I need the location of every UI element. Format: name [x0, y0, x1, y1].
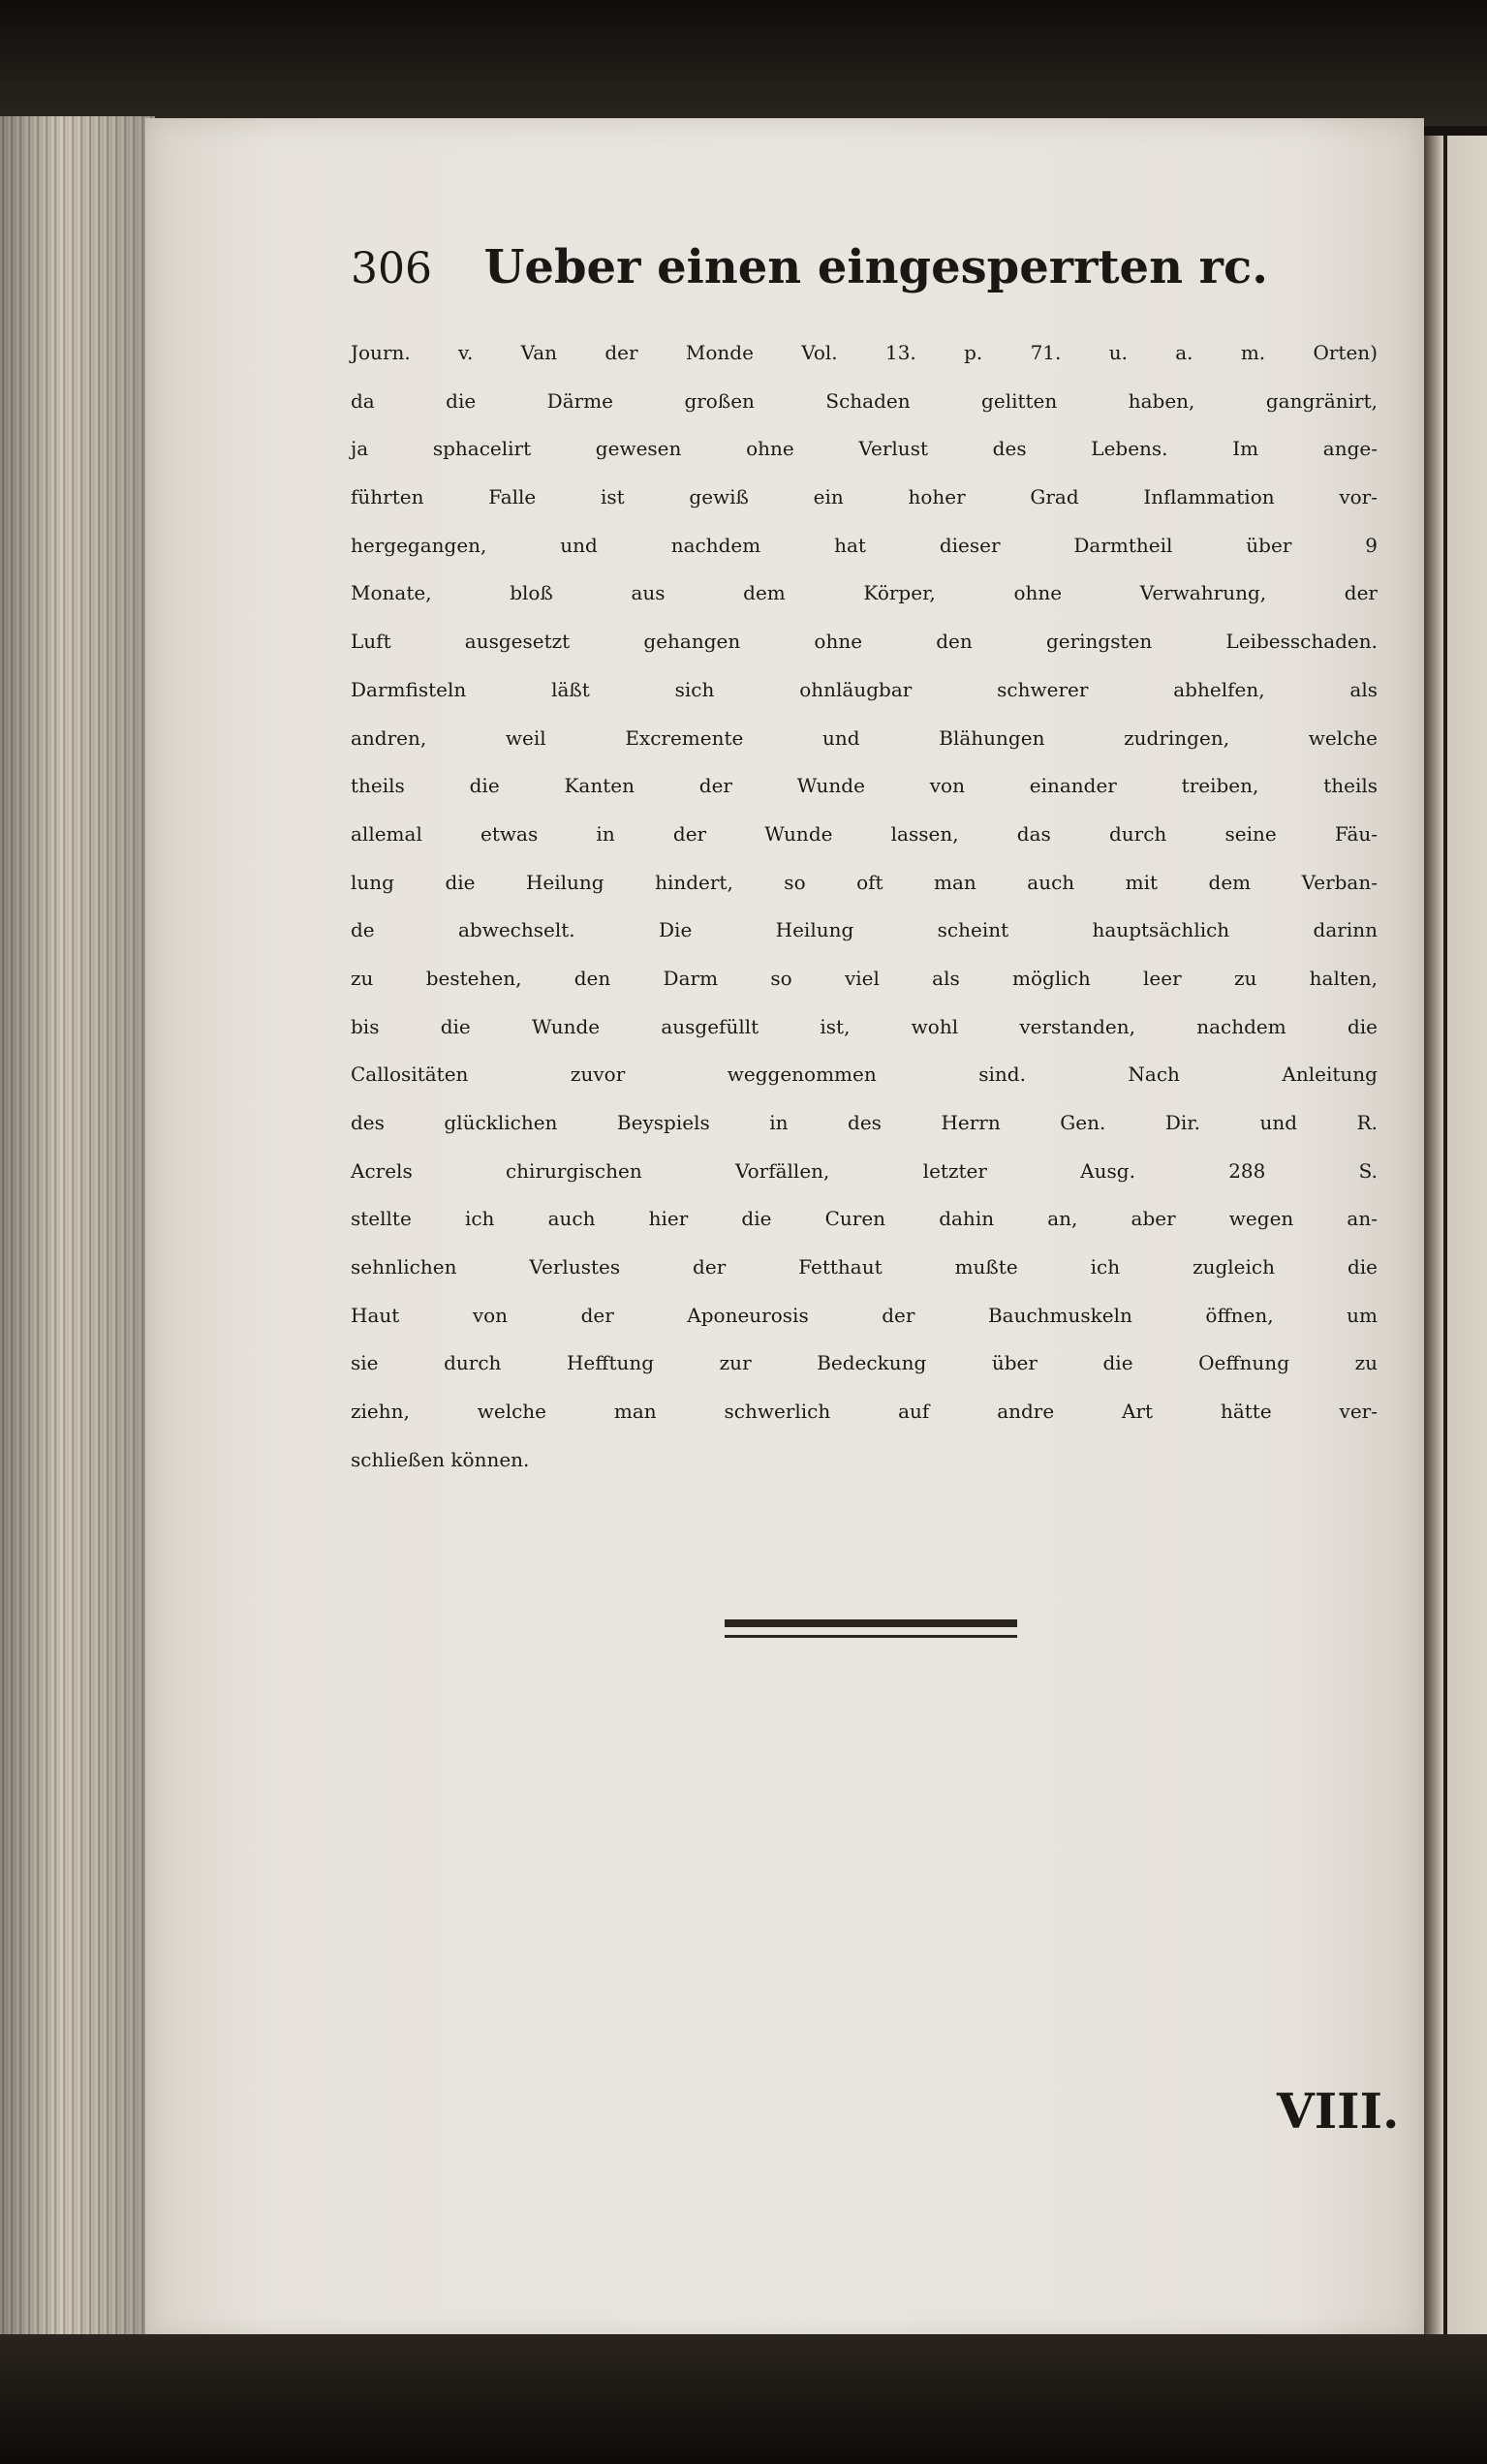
text-line: sie durch Hefftung zur Bedeckung über die Oeffnung zu: [351, 1351, 1378, 1375]
text-line: des glücklichen Beyspiels in des Herrn Gen. Dir. und R.: [351, 1111, 1378, 1134]
facing-page-edge: [1424, 136, 1487, 2344]
text-line: sehnlichen Verlustes der Fetthaut mußte ich zugleich die: [351, 1255, 1378, 1279]
text-line: hergegangen, und nachdem hat dieser Darmtheil über 9: [351, 533, 1378, 557]
divider-thin-rule: [725, 1635, 1017, 1638]
text-line: Monate, bloß aus dem Körper, ohne Verwahrung, der: [351, 581, 1378, 605]
bottom-shadow: [0, 2334, 1487, 2464]
text-line: bis die Wunde ausgefüllt ist, wohl verstanden, nachdem die: [351, 1014, 1378, 1038]
text-line: Luft ausgesetzt gehangen ohne den geringsten Leibesschaden.: [351, 630, 1378, 654]
body-text: [351, 329, 1378, 1485]
section-divider: [725, 1619, 1017, 1641]
text-line: de abwechselt. Die Heilung scheint hauptsächlich darinn: [351, 918, 1378, 942]
text-line: stellte ich auch hier die Curen dahin an, aber wegen an-: [351, 1207, 1378, 1231]
text-line: schließen können.: [351, 1447, 530, 1471]
text-line: Callositäten zuvor weggenommen sind. Nach Anleitung: [351, 1063, 1378, 1087]
text-line: ja sphacelirt gewesen ohne Verlust des Lebens. Im ange-: [351, 437, 1378, 461]
gutter-shadow: [1443, 136, 1447, 2344]
text-line: da die Därme großen Schaden gelitten haben, gangränirt,: [351, 388, 1378, 413]
running-head: [351, 240, 1319, 298]
page-edges: [0, 116, 155, 2344]
text-line: führten Falle ist gewiß ein hoher Grad Inflammation vor-: [351, 485, 1378, 509]
text-line: Acrels chirurgischen Vorfällen, letzter Ausg. 288 S.: [351, 1158, 1378, 1183]
text-line: zu bestehen, den Darm so viel als möglich leer zu halten,: [351, 966, 1378, 990]
text-line: Haut von der Aponeurosis der Bauchmuskeln öffnen, um: [351, 1303, 1378, 1327]
top-shadow: [0, 0, 1487, 126]
text-line: andren, weil Excremente und Blähungen zudringen, welche: [351, 725, 1378, 750]
catchword: VIII.: [1277, 2082, 1400, 2140]
text-line: lung die Heilung hindert, so oft man auch mit dem Verban-: [351, 870, 1378, 894]
page-number: 306: [351, 244, 432, 293]
text-line: ziehn, welche man schwerlich auf andre Art hätte ver-: [351, 1400, 1378, 1424]
text-line: allemal etwas in der Wunde lassen, das durch seine Fäu-: [351, 821, 1378, 846]
text-line: theils die Kanten der Wunde von einander treiben, theils: [351, 774, 1378, 798]
text-line: Darmfisteln läßt sich ohnläugbar schwerer abhelfen, als: [351, 677, 1378, 701]
text-line: Journ. v. Van der Monde Vol. 13. p. 71. u. a. m. Orten): [351, 341, 1378, 364]
divider-thick-rule: [725, 1619, 1017, 1627]
running-title: Ueber einen eingesperrten rc.: [483, 240, 1268, 294]
